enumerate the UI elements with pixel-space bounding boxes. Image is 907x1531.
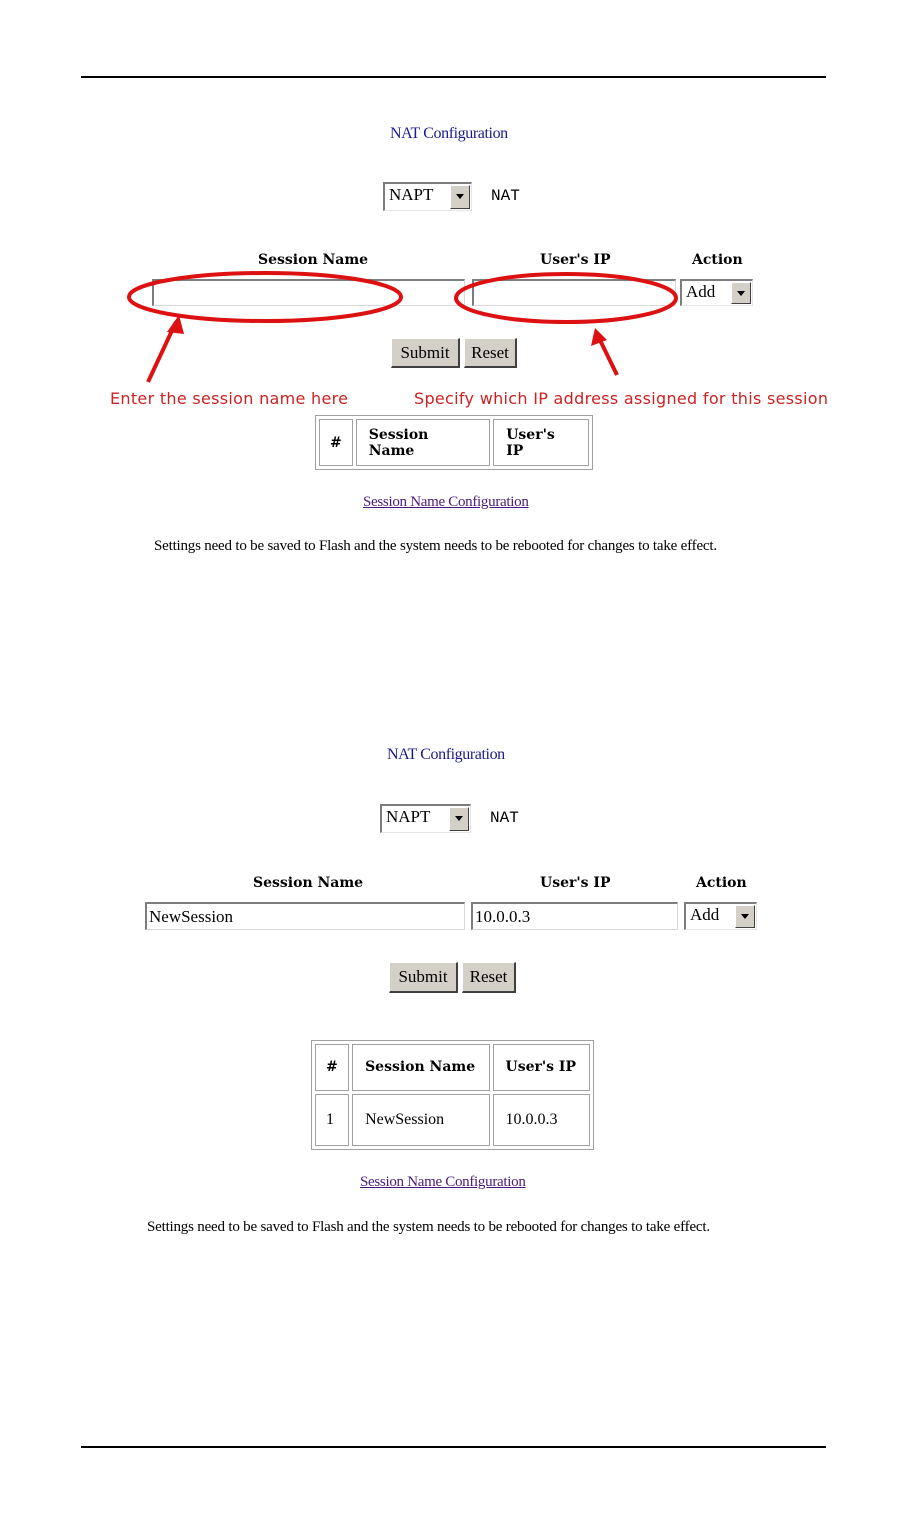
session-table xyxy=(315,415,593,470)
cell-session-name: NewSession xyxy=(352,1094,489,1146)
column-header-number: # xyxy=(319,419,353,466)
page-title: NAT Configuration xyxy=(387,746,505,763)
reboot-note: Settings need to be saved to Flash and the system needs to be rebooted for changes to take effect. xyxy=(154,538,717,554)
cell-number: 1 xyxy=(315,1094,349,1146)
column-header-users-ip: User's IP xyxy=(493,419,589,466)
chevron-down-icon[interactable] xyxy=(449,807,469,831)
column-header-users-ip: User's IP xyxy=(493,1044,590,1091)
bottom-rule xyxy=(81,1446,826,1448)
nat-mode-value: NAPT xyxy=(389,185,434,204)
table-row xyxy=(315,1094,590,1146)
reboot-note: Settings need to be saved to Flash and the system needs to be rebooted for changes to take effect. xyxy=(147,1219,710,1235)
column-header-session-name: Session Name xyxy=(356,419,490,466)
submit-button[interactable]: Submit xyxy=(391,338,460,368)
nat-mode-value: NAPT xyxy=(386,807,431,826)
action-value: Add xyxy=(686,282,716,301)
users-ip-hint: Specify which IP address assigned for this session xyxy=(414,389,829,408)
action-header: Action xyxy=(696,875,747,891)
users-ip-header: User's IP xyxy=(540,252,611,268)
cell-users-ip: 10.0.0.3 xyxy=(493,1094,590,1146)
chevron-down-icon[interactable] xyxy=(735,905,755,928)
column-header-number: # xyxy=(315,1044,349,1091)
action-header: Action xyxy=(692,252,743,268)
session-name-header: Session Name xyxy=(253,875,364,891)
users-ip-header: User's IP xyxy=(540,875,611,891)
session-table xyxy=(311,1040,594,1150)
session-name-hint: Enter the session name here xyxy=(110,389,349,408)
session-name-input[interactable] xyxy=(145,902,465,930)
action-select[interactable] xyxy=(684,902,757,930)
session-name-configuration-link[interactable]: Session Name Configuration xyxy=(363,494,529,510)
table-header-row xyxy=(315,1044,590,1091)
nat-mode-select[interactable] xyxy=(380,804,471,833)
nat-mode-label: NAT xyxy=(491,187,520,205)
users-ip-input[interactable] xyxy=(471,902,678,930)
table-header-row xyxy=(319,419,589,466)
reset-button[interactable]: Reset xyxy=(464,338,517,368)
ip-arrowhead xyxy=(591,328,607,346)
page-title: NAT Configuration xyxy=(390,125,508,142)
users-ip-highlight xyxy=(456,274,676,322)
session-name-highlight xyxy=(129,273,401,321)
session-name-header: Session Name xyxy=(258,252,369,268)
column-header-session-name: Session Name xyxy=(352,1044,489,1091)
nat-mode-label: NAT xyxy=(490,809,519,827)
submit-button[interactable]: Submit xyxy=(389,962,458,993)
reset-button[interactable]: Reset xyxy=(462,962,516,993)
action-value: Add xyxy=(690,905,720,924)
session-name-configuration-link[interactable]: Session Name Configuration xyxy=(360,1174,526,1190)
